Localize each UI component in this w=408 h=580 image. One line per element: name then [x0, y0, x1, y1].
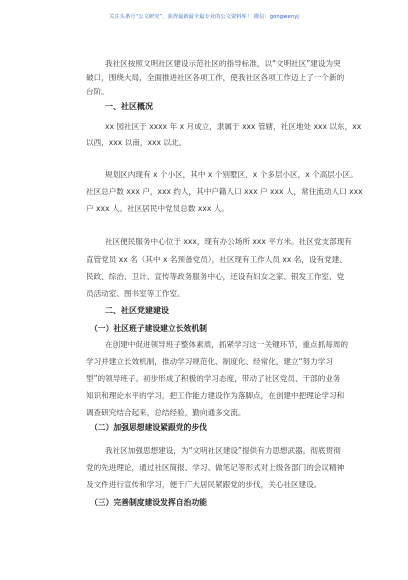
paragraph-line: 党的先进理论，通过社区简报、学习、做笔记等形式对上级各部门的会议精神 — [86, 463, 345, 472]
section-heading: 二、社区党建建设 — [105, 306, 169, 315]
paragraph-line: 及文件进行宣传和学习，便于广大居民紧跟党的步伐，关心社区建设。 — [86, 480, 322, 489]
header-banner: 关注头条号“公文研究”，获得最新最全最专业的公文资料库！ 微信：gongwenyj — [109, 14, 299, 20]
paragraph-line: 台阶。 — [86, 87, 109, 96]
paragraph-line: 我社区按照文明社区建设示范社区的指导标准，以“文明社区”建设为突 — [105, 59, 341, 68]
paragraph-line: 社区便民服务中心位于 xxx，现有办公场所 xxx 平方米。社区党支部现有 — [105, 237, 352, 246]
paragraph-line: 以西，xxx 以南，xxx 以北。 — [86, 138, 187, 147]
subsection-heading: （二）加强思想建设紧跟党的步伐 — [90, 423, 207, 432]
paragraph-line: 社区总户数 xxx 户，xxx 约人，其中户籍人口 xxx 户 xxx 人，常住流动人口 xxx — [86, 187, 363, 196]
paragraph-line: xx 园社区于 xxxx 年 x 月成立，隶属于 xxx 管辖，社区地处 xxx 以东，xx — [105, 122, 362, 131]
paragraph-line: 在创建中促进领导班子整体素质，抓紧学习这一关键环节，重点抓每周的 — [105, 340, 348, 349]
subsection-heading: （三）完善制度建设发挥自治功能 — [90, 498, 207, 507]
paragraph-line: 员活动室、图书室等工作室。 — [86, 289, 185, 298]
paragraph-line: 民政、综治、卫计、宣传等政务服务中心，还设有妇女之家、银发工作室、党 — [86, 272, 345, 281]
paragraph-line: 调查研究结合起来，总结经验，勤向通多交流。 — [86, 408, 246, 417]
section-heading: 一、社区概况 — [105, 102, 153, 111]
paragraph-line: 我社区加强思想建设，为“文明社区建设”提供有力思想武器，彻底贯彻 — [105, 446, 341, 455]
paragraph-line: 户 xxx 人。社区居民中党员总数 xxx 人。 — [86, 204, 229, 213]
subsection-heading: （一）社区班子建设建立长效机制 — [90, 324, 207, 333]
paragraph-line: 型”的领导班子。初步形成了积极的学习态度，带动了社区党员、干部的业务 — [86, 374, 341, 383]
paragraph-line: 直管党员 xx 名（其中 x 名预备党员），社区现有工作人员 xx 名，设有党建、 — [86, 255, 347, 264]
paragraph-line: 规划区内现有 x 个小区，其中 x 个别墅区，x 个多层小区，x 个高层小区。 — [105, 170, 358, 179]
paragraph-line: 知识和理论水平的学习，把工作能力建设作为落脚点，在创建中把理论学习和 — [86, 391, 345, 400]
paragraph-line: 学习并建立长效机制，推动学习规范化、制度化、经常化，建立“努力学习 — [86, 357, 333, 366]
paragraph-line: 破口，围绕大局，全面推进社区各项工作，使我社区各项工作迈上了一个新的 — [86, 73, 345, 82]
